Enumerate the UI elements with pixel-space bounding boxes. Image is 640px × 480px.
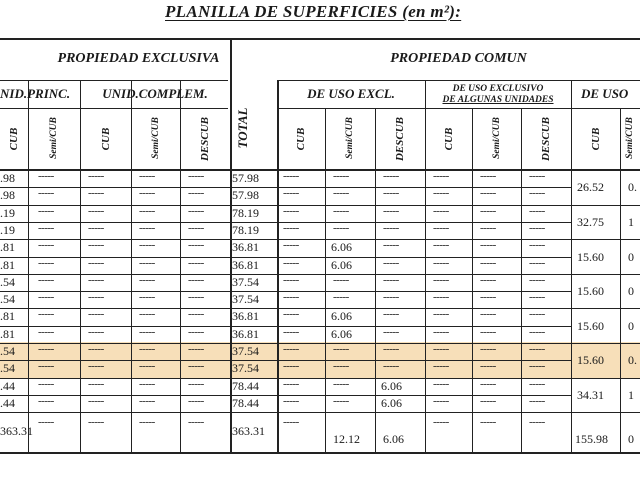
algunas-unidades-value: ----- xyxy=(529,204,545,217)
excl-semicub-value: ----- xyxy=(333,187,349,200)
unid-complem-value: ----- xyxy=(139,394,155,407)
algunas-unidades-value: ----- xyxy=(480,291,496,304)
excl-semicub-value: 6.06 xyxy=(331,240,352,255)
total-total-value: 363.31 xyxy=(232,424,265,439)
unid-princ-semicub-value: ----- xyxy=(38,204,54,217)
col-line xyxy=(375,108,376,452)
unid-princ-header: NID.PRINC. xyxy=(0,86,71,101)
col-line xyxy=(80,80,81,452)
excl-descub-value: ----- xyxy=(383,221,399,234)
total-algunas-value: ----- xyxy=(433,416,449,429)
unid-complem-value: ----- xyxy=(139,308,155,321)
unid-complem-value: ----- xyxy=(139,273,155,286)
unid-complem-value: ----- xyxy=(139,256,155,269)
excl-cub-value: ----- xyxy=(283,256,299,269)
excl-descub-value: ----- xyxy=(383,360,399,373)
descub-header: DESCUB xyxy=(394,116,406,162)
excl-semicub-value: 6.06 xyxy=(331,326,352,341)
de-uso-header: DE USO xyxy=(581,86,629,101)
descub-header: DESCUB xyxy=(540,116,552,162)
total-excl-cub: ----- xyxy=(283,416,299,429)
col-line xyxy=(571,80,572,452)
unid-princ-semicub-value: ----- xyxy=(38,291,54,304)
total-value: 78.19 xyxy=(232,222,259,237)
propiedad-comun-header: PROPIEDAD COMUN xyxy=(390,51,527,66)
algunas-unidades-value: ----- xyxy=(433,394,449,407)
excl-semicub-value: ----- xyxy=(333,221,349,234)
subheader-line xyxy=(277,80,640,81)
unid-complem-value: ----- xyxy=(139,170,155,182)
excl-descub-value: 6.06 xyxy=(381,378,402,393)
unid-complem-value: ----- xyxy=(188,291,204,304)
excl-semicub-value: ----- xyxy=(333,170,349,182)
comun-semicub-value: 0. xyxy=(628,353,637,368)
unid-complem-value: ----- xyxy=(188,360,204,373)
algunas-unidades-value: ----- xyxy=(433,360,449,373)
unid-princ-semicub-value: ----- xyxy=(38,187,54,200)
unid-complem-value: ----- xyxy=(139,204,155,217)
excl-semicub-value: ----- xyxy=(333,204,349,217)
unid-complem-value: ----- xyxy=(139,291,155,304)
excl-semicub-value: ----- xyxy=(333,343,349,355)
semicub-header: Semi/CUB xyxy=(625,117,635,159)
row-line xyxy=(571,378,640,379)
algunas-unidades-value: ----- xyxy=(433,204,449,217)
excl-cub-value: ----- xyxy=(283,187,299,200)
excl-cub-value: ----- xyxy=(283,204,299,217)
total-comun-cub-value: 155.98 xyxy=(575,432,608,447)
algunas-unidades-value: ----- xyxy=(529,360,545,373)
excl-descub-value: ----- xyxy=(383,325,399,338)
col-line xyxy=(521,108,522,452)
unid-complem-value: ----- xyxy=(188,221,204,234)
unid-complem-value: ----- xyxy=(88,360,104,373)
unid-complem-value: ----- xyxy=(188,204,204,217)
unid-complem-value: ----- xyxy=(88,221,104,234)
algunas-unidades-value: ----- xyxy=(433,273,449,286)
unid-princ-semicub-value: ----- xyxy=(38,377,54,390)
algunas-unidades-value: ----- xyxy=(433,325,449,338)
unid-princ-semicub-value: ----- xyxy=(38,343,54,355)
unid-complem-value: ----- xyxy=(88,343,104,355)
de-uso-excl-header: DE USO EXCL. xyxy=(307,86,395,101)
total-complem-value: ----- xyxy=(139,416,155,429)
algunas-unidades-value: ----- xyxy=(480,325,496,338)
descub-header: DESCUB xyxy=(199,116,211,162)
row-line xyxy=(571,205,640,206)
total-value: 36.81 xyxy=(232,257,259,272)
semicub-header: Semi/CUB xyxy=(49,117,59,159)
excl-descub-value: ----- xyxy=(383,273,399,286)
unid-complem-value: ----- xyxy=(88,273,104,286)
subheader-line-2 xyxy=(277,108,640,109)
row-line xyxy=(571,274,640,275)
col-line xyxy=(325,108,326,452)
col-line xyxy=(131,80,132,452)
excl-semicub-value: ----- xyxy=(333,377,349,390)
col-line xyxy=(472,108,473,452)
unid-princ-cub-value: .44 xyxy=(0,378,15,393)
unid-complem-value: ----- xyxy=(88,325,104,338)
unid-complem-value: ----- xyxy=(188,308,204,321)
algunas-unidades-value: ----- xyxy=(480,204,496,217)
total-princ-value: 363.31 xyxy=(0,424,33,439)
total-value: 57.98 xyxy=(232,188,259,203)
algunas-unidades-value: ----- xyxy=(480,256,496,269)
unid-princ-cub-value: .81 xyxy=(0,326,15,341)
de-uso-exclusivo-line1: DE USO EXCLUSIVO xyxy=(452,84,544,94)
algunas-unidades-value: ----- xyxy=(529,273,545,286)
total-excl-descub-value: 6.06 xyxy=(383,432,404,447)
excl-cub-value: ----- xyxy=(283,273,299,286)
algunas-unidades-value: ----- xyxy=(480,221,496,234)
comun-cub-value: 15.60 xyxy=(577,249,604,264)
unid-complem-value: ----- xyxy=(188,239,204,252)
algunas-unidades-value: ----- xyxy=(433,239,449,252)
total-value: 37.54 xyxy=(232,344,259,358)
comun-cub-value: 15.60 xyxy=(577,353,604,368)
subheader-line xyxy=(0,80,228,81)
excl-semicub-value: ----- xyxy=(333,360,349,373)
unid-complem-value: ----- xyxy=(188,377,204,390)
excl-descub-value: 6.06 xyxy=(381,395,402,410)
algunas-unidades-value: ----- xyxy=(480,187,496,200)
excl-cub-value: ----- xyxy=(283,325,299,338)
unid-princ-semicub-value: ----- xyxy=(38,308,54,321)
algunas-unidades-value: ----- xyxy=(480,394,496,407)
algunas-unidades-value: ----- xyxy=(529,308,545,321)
unid-complem-value: ----- xyxy=(188,394,204,407)
comun-semicub-value: 0 xyxy=(628,284,634,299)
comun-semicub-value: 0. xyxy=(628,180,637,195)
semicub-header: Semi/CUB xyxy=(345,117,355,159)
unid-complem-value: ----- xyxy=(188,325,204,338)
unid-complem-value: ----- xyxy=(139,343,155,355)
total-algunas-value: ----- xyxy=(529,416,545,429)
excl-cub-value: ----- xyxy=(283,343,299,355)
algunas-unidades-value: ----- xyxy=(480,343,496,355)
page-title: PLANILLA DE SUPERFICIES (en m²): xyxy=(165,2,462,21)
excl-cub-value: ----- xyxy=(283,170,299,182)
unid-princ-cub-value: .54 xyxy=(0,274,15,289)
unid-complem-value: ----- xyxy=(188,187,204,200)
excl-semicub-value: 6.06 xyxy=(331,309,352,324)
total-value: 37.54 xyxy=(232,274,259,289)
algunas-unidades-value: ----- xyxy=(433,291,449,304)
algunas-unidades-value: ----- xyxy=(529,221,545,234)
total-value: 78.19 xyxy=(232,205,259,220)
algunas-unidades-value: ----- xyxy=(433,256,449,269)
excl-cub-value: ----- xyxy=(283,377,299,390)
unid-complem-value: ----- xyxy=(88,170,104,182)
algunas-unidades-value: ----- xyxy=(529,187,545,200)
algunas-unidades-value: ----- xyxy=(480,239,496,252)
unid-complem-value: ----- xyxy=(88,291,104,304)
subheader-line-2 xyxy=(0,108,228,109)
unid-complem-header: UNID.COMPLEM. xyxy=(102,86,208,101)
de-uso-exclusivo-header xyxy=(425,82,571,108)
comun-cub-value: 26.52 xyxy=(577,180,604,195)
unid-princ-cub-value: .98 xyxy=(0,171,15,185)
algunas-unidades-value: ----- xyxy=(433,377,449,390)
comun-semicub-value: 1 xyxy=(628,387,634,402)
unid-princ-cub-value: .81 xyxy=(0,257,15,272)
unid-complem-value: ----- xyxy=(88,187,104,200)
unid-princ-cub-value: .54 xyxy=(0,292,15,307)
total-header: TOTAL xyxy=(235,107,250,149)
excl-cub-value: ----- xyxy=(283,221,299,234)
algunas-unidades-value: ----- xyxy=(529,291,545,304)
algunas-unidades-value: ----- xyxy=(433,343,449,355)
excl-semicub-value: ----- xyxy=(333,291,349,304)
cub-header: CUB xyxy=(8,127,20,151)
excl-descub-value: ----- xyxy=(383,308,399,321)
unid-complem-value: ----- xyxy=(139,360,155,373)
total-algunas-value: ----- xyxy=(480,416,496,429)
algunas-unidades-value: ----- xyxy=(480,273,496,286)
row-line xyxy=(0,412,571,413)
total-value: 36.81 xyxy=(232,240,259,255)
cub-header: CUB xyxy=(295,127,307,151)
excl-cub-value: ----- xyxy=(283,360,299,373)
excl-descub-value: ----- xyxy=(383,256,399,269)
total-value: 57.98 xyxy=(232,171,259,185)
unid-complem-value: ----- xyxy=(88,377,104,390)
unid-complem-value: ----- xyxy=(139,187,155,200)
unid-complem-value: ----- xyxy=(188,256,204,269)
comun-cub-value: 34.31 xyxy=(577,387,604,402)
excl-cub-value: ----- xyxy=(283,291,299,304)
unid-princ-cub-value: .19 xyxy=(0,205,15,220)
unid-princ-semicub-value: ----- xyxy=(38,256,54,269)
excl-descub-value: ----- xyxy=(383,187,399,200)
unid-princ-cub-value: .44 xyxy=(0,395,15,410)
excl-descub-value: ----- xyxy=(383,291,399,304)
unid-princ-semicub-value: ----- xyxy=(38,273,54,286)
unid-complem-value: ----- xyxy=(188,170,204,182)
total-princ-semicub: ----- xyxy=(38,416,54,429)
algunas-unidades-value: ----- xyxy=(529,394,545,407)
unid-complem-value: ----- xyxy=(188,273,204,286)
table-top-line xyxy=(0,38,640,40)
comun-semicub-value: 0 xyxy=(628,318,634,333)
table-bottom-line xyxy=(0,452,640,454)
excl-semicub-value: 6.06 xyxy=(331,257,352,272)
total-value: 78.44 xyxy=(232,378,259,393)
unid-complem-value: ----- xyxy=(88,394,104,407)
comun-cub-value: 15.60 xyxy=(577,284,604,299)
total-value: 78.44 xyxy=(232,395,259,410)
unid-princ-semicub-value: ----- xyxy=(38,325,54,338)
unid-princ-cub-value: .54 xyxy=(0,361,15,376)
total-value: 36.81 xyxy=(232,309,259,324)
total-complem-value: ----- xyxy=(88,416,104,429)
algunas-unidades-value: ----- xyxy=(433,187,449,200)
row-line xyxy=(571,308,640,309)
total-excl-semicub-value: 12.12 xyxy=(333,432,360,447)
unid-princ-cub-value: .98 xyxy=(0,188,15,203)
unid-princ-cub-value: .81 xyxy=(0,309,15,324)
unid-princ-semicub-value: ----- xyxy=(38,394,54,407)
algunas-unidades-value: ----- xyxy=(529,325,545,338)
unid-princ-cub-value: .81 xyxy=(0,240,15,255)
unid-princ-cub-value: .54 xyxy=(0,344,15,358)
unid-complem-value: ----- xyxy=(188,343,204,355)
excl-cub-value: ----- xyxy=(283,394,299,407)
algunas-unidades-value: ----- xyxy=(433,221,449,234)
cub-header: CUB xyxy=(442,127,455,151)
unid-complem-value: ----- xyxy=(88,256,104,269)
algunas-unidades-value: ----- xyxy=(480,308,496,321)
algunas-unidades-value: ----- xyxy=(433,170,449,182)
unid-complem-value: ----- xyxy=(139,325,155,338)
col-line xyxy=(277,80,279,452)
semicub-header: Semi/CUB xyxy=(491,117,502,159)
total-value: 37.54 xyxy=(232,361,259,376)
row-line xyxy=(571,412,640,413)
excl-semicub-value: ----- xyxy=(333,394,349,407)
row-line xyxy=(571,239,640,240)
semicub-header: Semi/CUB xyxy=(150,117,161,159)
excl-descub-value: ----- xyxy=(383,343,399,355)
unid-princ-semicub-value: ----- xyxy=(38,360,54,373)
comun-semicub-value: 1 xyxy=(628,214,634,229)
propiedad-exclusiva-header: PROPIEDAD EXCLUSIVA xyxy=(57,51,220,66)
unid-complem-value: ----- xyxy=(88,239,104,252)
excl-cub-value: ----- xyxy=(283,239,299,252)
algunas-unidades-value: ----- xyxy=(529,256,545,269)
total-complem-value: ----- xyxy=(188,416,204,429)
comun-cub-value: 32.75 xyxy=(577,214,604,229)
excl-descub-value: ----- xyxy=(383,239,399,252)
cub-header: CUB xyxy=(99,127,112,151)
unid-princ-cub-value: .19 xyxy=(0,222,15,237)
unid-princ-semicub-value: ----- xyxy=(38,221,54,234)
excl-descub-value: ----- xyxy=(383,204,399,217)
algunas-unidades-value: ----- xyxy=(480,377,496,390)
row-line xyxy=(571,343,640,344)
col-line xyxy=(620,108,621,452)
col-line xyxy=(180,80,181,452)
unid-complem-value: ----- xyxy=(88,204,104,217)
total-comun-semicub-value: 0 xyxy=(628,432,634,447)
algunas-unidades-value: ----- xyxy=(480,170,496,182)
cub-header: CUB xyxy=(589,127,602,151)
algunas-unidades-value: ----- xyxy=(529,377,545,390)
algunas-unidades-value: ----- xyxy=(480,360,496,373)
algunas-unidades-value: ----- xyxy=(529,239,545,252)
unid-princ-semicub-value: ----- xyxy=(38,239,54,252)
excl-cub-value: ----- xyxy=(283,308,299,321)
unid-princ-semicub-value: ----- xyxy=(38,170,54,182)
unid-complem-value: ----- xyxy=(139,221,155,234)
comun-semicub-value: 0 xyxy=(628,249,634,264)
unid-complem-value: ----- xyxy=(139,377,155,390)
unid-complem-value: ----- xyxy=(139,239,155,252)
algunas-unidades-value: ----- xyxy=(529,170,545,182)
unid-complem-value: ----- xyxy=(88,308,104,321)
excl-descub-value: ----- xyxy=(383,170,399,182)
comun-cub-value: 15.60 xyxy=(577,318,604,333)
algunas-unidades-value: ----- xyxy=(529,343,545,355)
col-line xyxy=(425,80,426,452)
algunas-unidades-value: ----- xyxy=(433,308,449,321)
de-uso-exclusivo-line2: DE ALGUNAS UNIDADES xyxy=(442,95,554,105)
excl-semicub-value: ----- xyxy=(333,273,349,286)
total-value: 36.81 xyxy=(232,326,259,341)
col-line xyxy=(28,80,29,452)
total-value: 37.54 xyxy=(232,292,259,307)
